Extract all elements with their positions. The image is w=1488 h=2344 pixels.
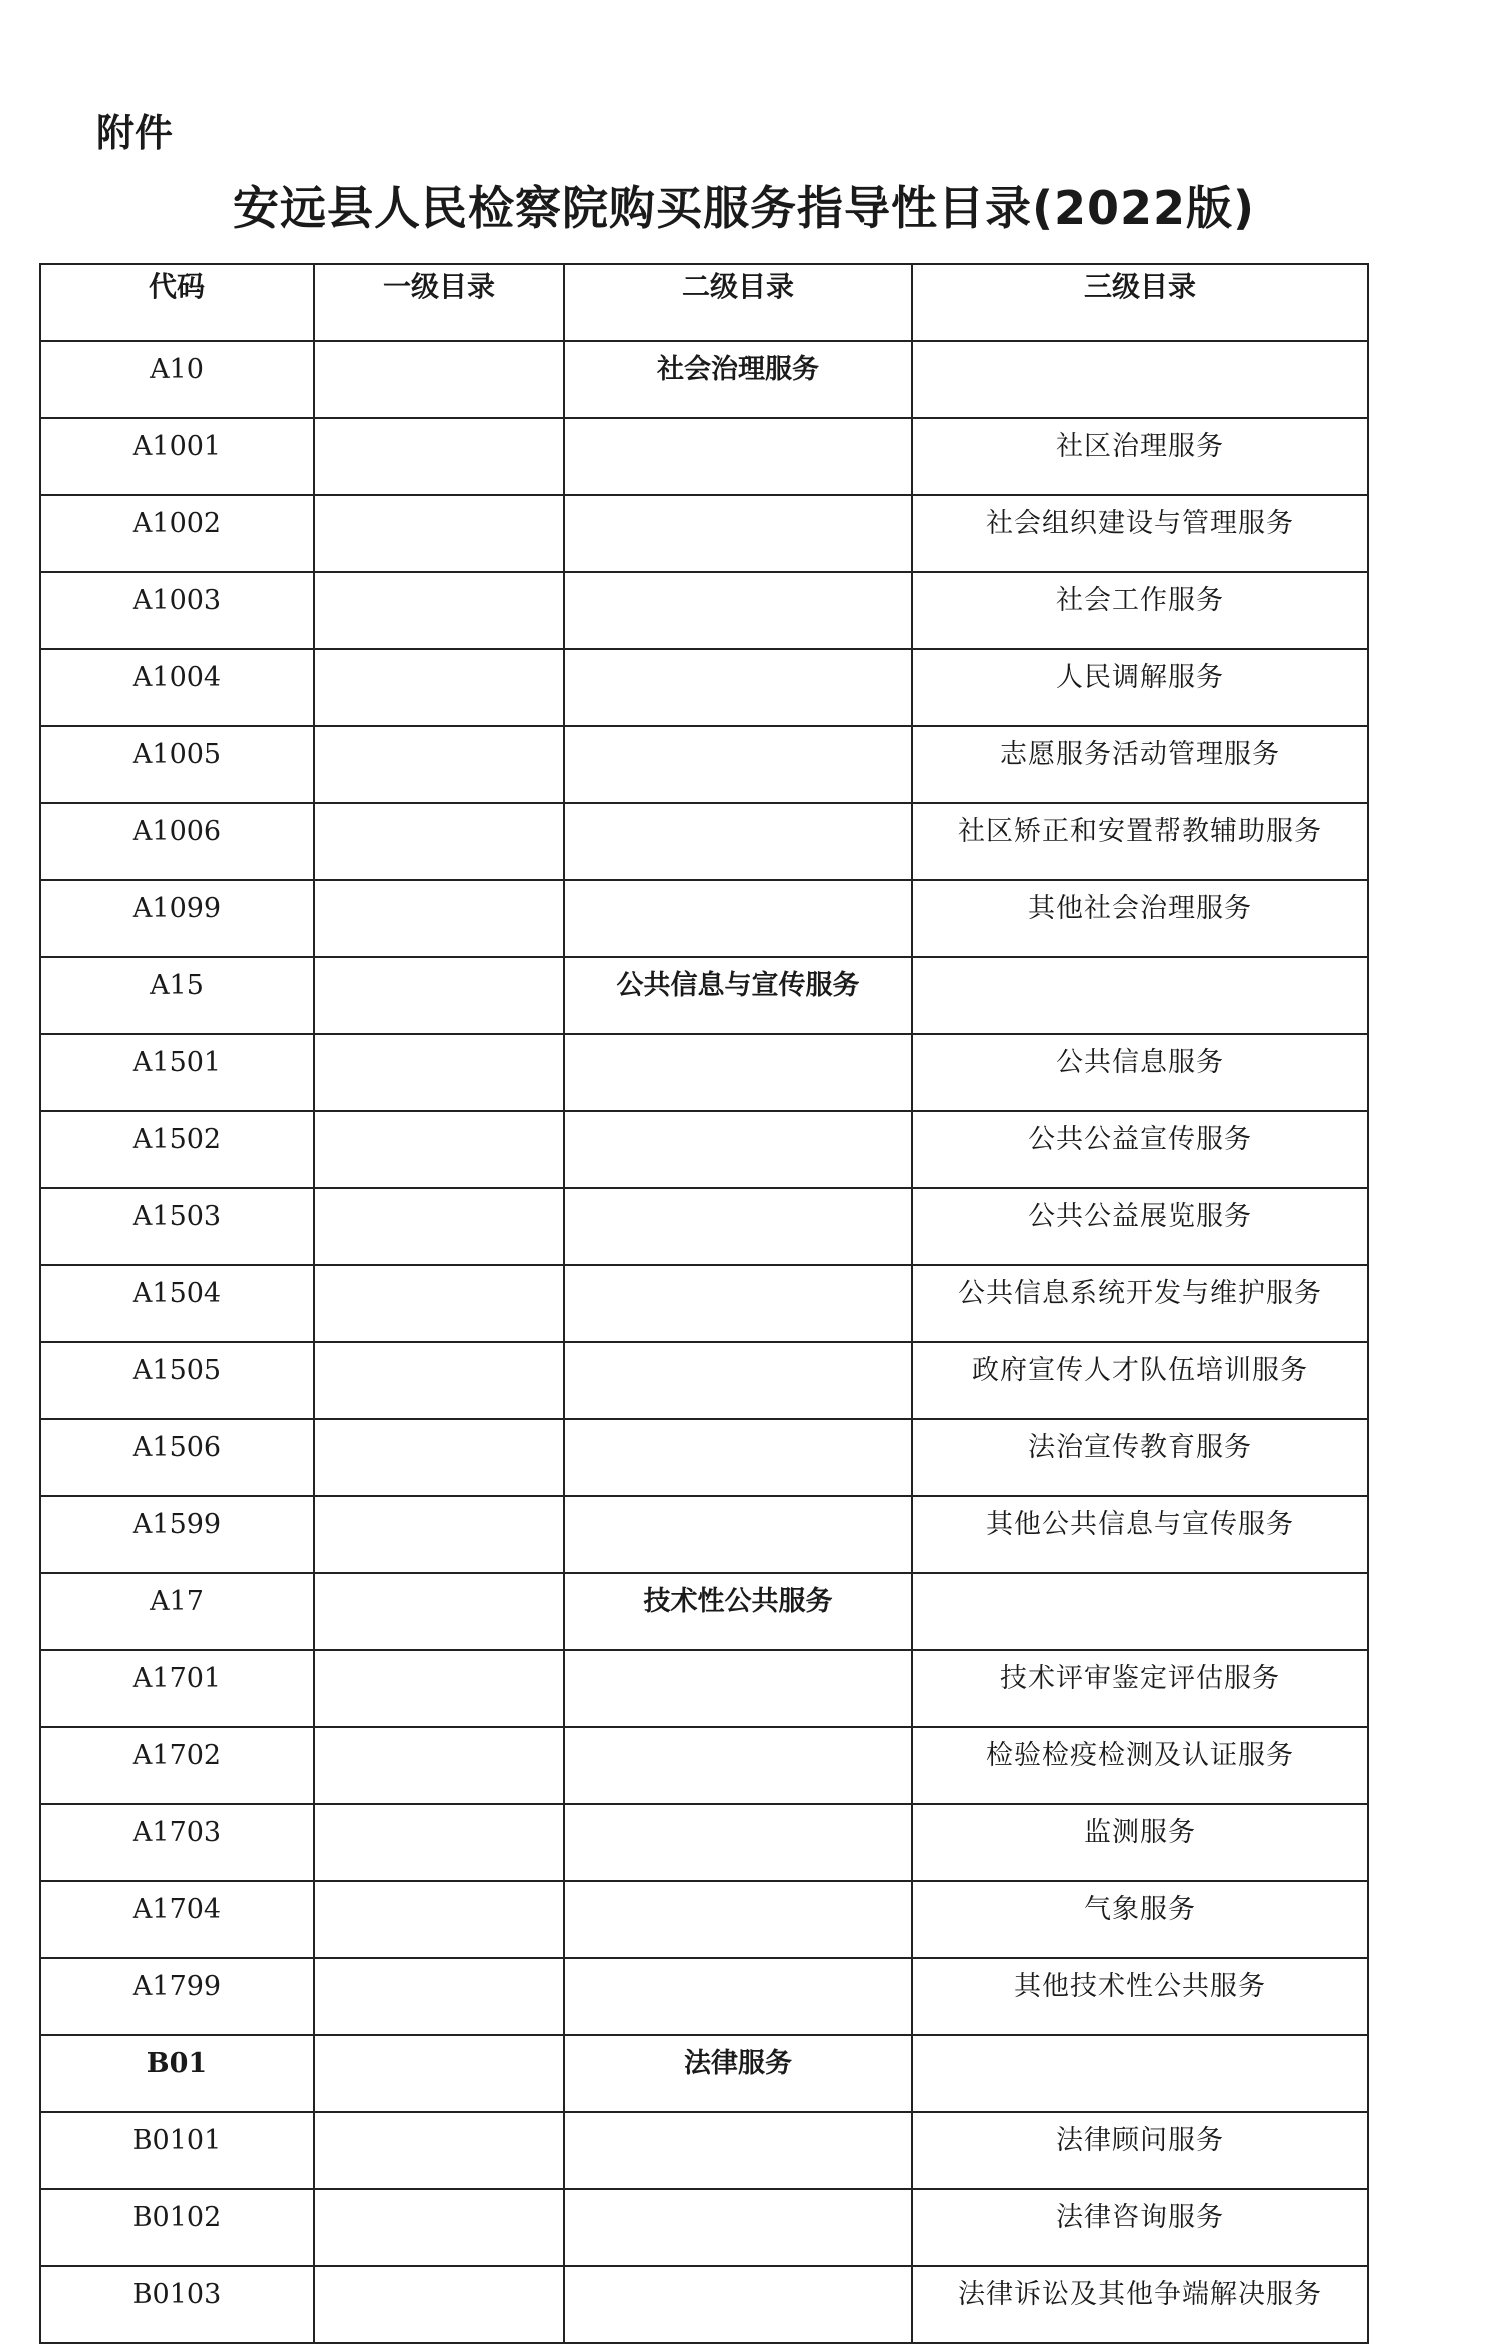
cell-level2 <box>564 495 912 572</box>
table-row <box>40 880 1368 957</box>
cell-level3: 其他公共信息与宣传服务 <box>912 1496 1368 1573</box>
cell-level1 <box>314 1496 564 1573</box>
cell-level2 <box>564 1034 912 1111</box>
table-row <box>40 2035 1368 2112</box>
cell-level1 <box>314 880 564 957</box>
cell-level2 <box>564 1188 912 1265</box>
cell-level1 <box>314 1881 564 1958</box>
cell-level1 <box>314 1188 564 1265</box>
table-header-row <box>40 264 1368 341</box>
cell-level1 <box>314 2266 564 2343</box>
cell-level1 <box>314 2112 564 2189</box>
cell-code: A17 <box>40 1573 314 1650</box>
table-row <box>40 1804 1368 1881</box>
table-row <box>40 726 1368 803</box>
cell-code: A1506 <box>40 1419 314 1496</box>
document-title: 安远县人民检察院购买服务指导性目录(2022版) <box>232 181 1256 235</box>
table-row <box>40 957 1368 1034</box>
cell-level1 <box>314 1342 564 1419</box>
table-row <box>40 1419 1368 1496</box>
cell-level3: 志愿服务活动管理服务 <box>912 726 1368 803</box>
table-row <box>40 2266 1368 2343</box>
table-row <box>40 2189 1368 2266</box>
cell-code: A1702 <box>40 1727 314 1804</box>
cell-level3: 其他技术性公共服务 <box>912 1958 1368 2035</box>
cell-level1 <box>314 1419 564 1496</box>
cell-level1 <box>314 649 564 726</box>
cell-level3 <box>912 2035 1368 2112</box>
table-row <box>40 1188 1368 1265</box>
cell-level3: 公共公益宣传服务 <box>912 1111 1368 1188</box>
cell-level1 <box>314 495 564 572</box>
cell-level3: 其他社会治理服务 <box>912 880 1368 957</box>
table-row <box>40 1727 1368 1804</box>
cell-level1 <box>314 341 564 418</box>
cell-level2 <box>564 2266 912 2343</box>
cell-level1 <box>314 1804 564 1881</box>
cell-level2 <box>564 880 912 957</box>
cell-level2 <box>564 726 912 803</box>
cell-level2 <box>564 1111 912 1188</box>
cell-code: A1001 <box>40 418 314 495</box>
cell-level3: 公共公益展览服务 <box>912 1188 1368 1265</box>
cell-code: B01 <box>40 2035 314 2112</box>
cell-code: A1504 <box>40 1265 314 1342</box>
cell-level2 <box>564 1496 912 1573</box>
header-level1: 一级目录 <box>314 264 564 341</box>
cell-code: A1099 <box>40 880 314 957</box>
cell-level2 <box>564 572 912 649</box>
cell-level1 <box>314 2189 564 2266</box>
cell-level2 <box>564 1727 912 1804</box>
cell-code: A1701 <box>40 1650 314 1727</box>
cell-code: A1501 <box>40 1034 314 1111</box>
cell-level1 <box>314 726 564 803</box>
table-row <box>40 803 1368 880</box>
cell-level2: 社会治理服务 <box>564 341 912 418</box>
cell-level1 <box>314 572 564 649</box>
header-level2: 二级目录 <box>564 264 912 341</box>
cell-level2 <box>564 1881 912 1958</box>
cell-code: A10 <box>40 341 314 418</box>
cell-level3: 公共信息系统开发与维护服务 <box>912 1265 1368 1342</box>
cell-level3: 法律顾问服务 <box>912 2112 1368 2189</box>
cell-level2 <box>564 1804 912 1881</box>
cell-level3: 法治宣传教育服务 <box>912 1419 1368 1496</box>
table-row <box>40 1573 1368 1650</box>
cell-level3: 监测服务 <box>912 1804 1368 1881</box>
cell-code: A1004 <box>40 649 314 726</box>
table-row <box>40 1342 1368 1419</box>
cell-level2 <box>564 1650 912 1727</box>
table-body <box>40 341 1368 2343</box>
cell-code: A1799 <box>40 1958 314 2035</box>
cell-code: A1502 <box>40 1111 314 1188</box>
cell-level2 <box>564 2112 912 2189</box>
table-row <box>40 1111 1368 1188</box>
cell-level1 <box>314 2035 564 2112</box>
table-row <box>40 1958 1368 2035</box>
cell-code: A1599 <box>40 1496 314 1573</box>
cell-level3: 检验检疫检测及认证服务 <box>912 1727 1368 1804</box>
table-row <box>40 1034 1368 1111</box>
cell-level3: 人民调解服务 <box>912 649 1368 726</box>
cell-level3: 气象服务 <box>912 1881 1368 1958</box>
table-row <box>40 1496 1368 1573</box>
cell-level1 <box>314 1111 564 1188</box>
table-row <box>40 1650 1368 1727</box>
cell-code: A1002 <box>40 495 314 572</box>
cell-level2 <box>564 649 912 726</box>
cell-level2 <box>564 803 912 880</box>
cell-level1 <box>314 1573 564 1650</box>
cell-level3: 政府宣传人才队伍培训服务 <box>912 1342 1368 1419</box>
table-row <box>40 341 1368 418</box>
service-catalog-table <box>39 263 1369 2344</box>
cell-code: A1006 <box>40 803 314 880</box>
cell-level3 <box>912 1573 1368 1650</box>
header-level3: 三级目录 <box>912 264 1368 341</box>
cell-level2 <box>564 418 912 495</box>
attachment-label: 附件 <box>96 111 175 155</box>
table-row <box>40 495 1368 572</box>
cell-level3: 法律咨询服务 <box>912 2189 1368 2266</box>
cell-level3: 法律诉讼及其他争端解决服务 <box>912 2266 1368 2343</box>
cell-level2: 公共信息与宣传服务 <box>564 957 912 1034</box>
table-row <box>40 572 1368 649</box>
cell-level3: 社会组织建设与管理服务 <box>912 495 1368 572</box>
cell-level2 <box>564 2189 912 2266</box>
cell-level1 <box>314 803 564 880</box>
cell-level3: 公共信息服务 <box>912 1034 1368 1111</box>
table-row <box>40 1881 1368 1958</box>
cell-code: A1703 <box>40 1804 314 1881</box>
cell-level3 <box>912 957 1368 1034</box>
cell-code: A1005 <box>40 726 314 803</box>
cell-code: A1503 <box>40 1188 314 1265</box>
cell-level2: 法律服务 <box>564 2035 912 2112</box>
cell-code: A15 <box>40 957 314 1034</box>
cell-level1 <box>314 418 564 495</box>
cell-level2 <box>564 1958 912 2035</box>
cell-level2 <box>564 1419 912 1496</box>
table-row <box>40 2112 1368 2189</box>
cell-level1 <box>314 1034 564 1111</box>
cell-code: A1003 <box>40 572 314 649</box>
cell-code: A1704 <box>40 1881 314 1958</box>
cell-level1 <box>314 1727 564 1804</box>
cell-level1 <box>314 957 564 1034</box>
cell-level3: 社会工作服务 <box>912 572 1368 649</box>
cell-code: B0103 <box>40 2266 314 2343</box>
cell-level3 <box>912 341 1368 418</box>
cell-level3: 技术评审鉴定评估服务 <box>912 1650 1368 1727</box>
cell-level1 <box>314 1958 564 2035</box>
cell-code: A1505 <box>40 1342 314 1419</box>
table-row <box>40 418 1368 495</box>
cell-level3: 社区矫正和安置帮教辅助服务 <box>912 803 1368 880</box>
cell-level2 <box>564 1342 912 1419</box>
cell-code: B0101 <box>40 2112 314 2189</box>
table-row <box>40 649 1368 726</box>
cell-level2: 技术性公共服务 <box>564 1573 912 1650</box>
cell-level2 <box>564 1265 912 1342</box>
cell-level1 <box>314 1265 564 1342</box>
cell-level3: 社区治理服务 <box>912 418 1368 495</box>
table-row <box>40 1265 1368 1342</box>
cell-level1 <box>314 1650 564 1727</box>
header-code: 代码 <box>40 264 314 341</box>
cell-code: B0102 <box>40 2189 314 2266</box>
